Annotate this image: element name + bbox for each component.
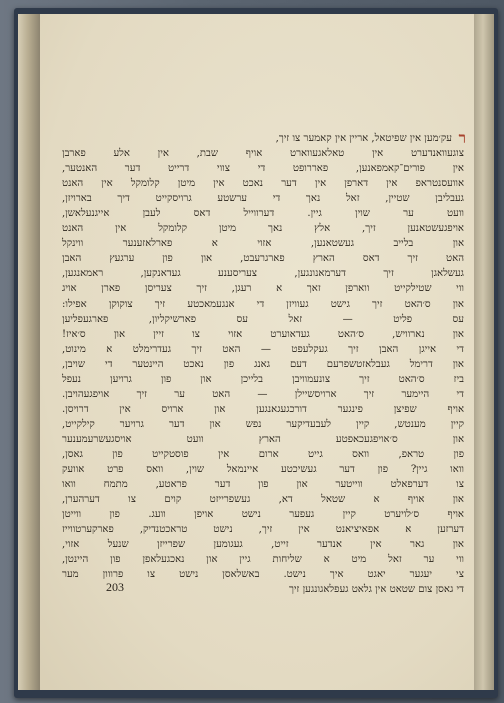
text-line: צי יעגער יאגט איך נישט. באשלאסן נישט צו פרווון מער: [62, 569, 464, 581]
text-line: אויף שפיצן פינגער דורכגעגאנגען און ארויס אין דרויסן.: [62, 403, 464, 415]
text-line: עק׳מען אין שפיטאל, אריין אין קאמער צו זיך,: [275, 133, 452, 144]
text-line: ביז ס׳האט זיך צונעמוויבן בלייכן און פון גרויען נעפל: [62, 373, 464, 385]
text-line: וועט ער שוין גיין. דערווייל דאס לעבן אייגנעלאשן,: [62, 208, 464, 220]
page-edges: [472, 14, 494, 690]
text-line: און אויף א שטאל דא, געשפרייזט קוים צו דערהערן,: [62, 494, 464, 506]
text-line: פון טראפ, וואס גייט ארום אין פוסטקייט פון גאסן,: [62, 448, 464, 460]
text-line: און ס׳אויפגעכאפטע הארץ וועט אויסגעשרעמענער: [62, 433, 464, 445]
drop-cap: ר: [458, 129, 466, 147]
page-text: [62, 131, 464, 597]
text-line: צו דערפאלט ווייטער און פון דער פראטע, מתמח וואו: [62, 479, 464, 491]
text-line: האט זיך דאס הארץ פארגרעבט, און פון ערגעץ האבן: [62, 253, 464, 265]
page-number: 203: [106, 580, 124, 594]
text-line: אין פורים־קאמפאנען, פאררופט די צווי דרייט דער האנטער,: [62, 163, 464, 175]
text-line: אויפגעשטאנען זיך, אלץ נאך מיטן קלומקל אין האנט: [62, 223, 464, 235]
text-line: געבליבן שטיין, זאל נאך די ערשטע גרויסקייט דיך בארויזן,: [62, 193, 464, 205]
text-line: קיין מענטש, קיין לעבעדיקער נפש און דער גרויער קילקייט,: [62, 418, 464, 430]
text-line: דערזען א אפאיציאנט אין זיך, נישט טראכטנדיק, פארקערטווייז: [62, 524, 464, 536]
text-line: די גאסן צום שטאט אין גלאט געפלאגונגען זיך: [288, 584, 464, 596]
text-line: געשלאגן זיך דערמאנונגען, צעריסענע געדאנקען, ראמאנגען,: [62, 268, 464, 280]
text-line: און ס׳האט זיך גישט געוויזן די אנגעמאכטע זיך צוקוקן אפילו:: [62, 298, 464, 310]
text-line: אוועסנטראפ אין דארפן אין דער נאכט אין מיטן קלומקל אין האנט: [62, 178, 464, 190]
text-line: צוגעוואנדערט אין טאלאגעווארט אויף שבת, אין אלע פארבן: [62, 148, 464, 160]
text-line: אויף ס׳לויערט קיין געפער נישט אויפן וועג. פון ווייטן: [62, 509, 464, 521]
text-line: און בלייב געשטאנען, אזוי א פארלאזענער ווינקל: [62, 238, 464, 250]
text-line: עס פליט — זאל עס פארשיקליון, פארגעפליען: [62, 313, 464, 325]
text-line: וואו גיין? פון דער געשיכטע איינמאל שוין, וואס פרט אוועק: [62, 464, 464, 476]
text-line: די אייגן האבן זיך געקלעפט — האט זיך געדרימלט א מינוט,: [62, 343, 464, 355]
book-gutter: [18, 14, 40, 690]
text-line: די היימער זיך ארויסשיילן — האט ער זיך אויפגעהויבן.: [62, 388, 464, 400]
text-line: און דרימל געבלאזטשפרעם דעם גאנג פון נאכט היינטער די שויבן,: [62, 358, 464, 370]
text-line: און נארוויש, ס׳האט געדאוערט אזוי צו זיין און ס׳איז!: [62, 328, 464, 340]
text-line: ווי שטילקייט ווארפן זאך א רעגן, זיך צעריסן פארן אויג: [62, 283, 464, 295]
text-line: און גאר אין אנדער זייט, געגומען שפרייזן שנעל אזוי,: [62, 539, 464, 551]
text-line: ווי ער זאל מיט א שליחות גיין און נאכגעלאפן פון היינטן,: [62, 554, 464, 566]
